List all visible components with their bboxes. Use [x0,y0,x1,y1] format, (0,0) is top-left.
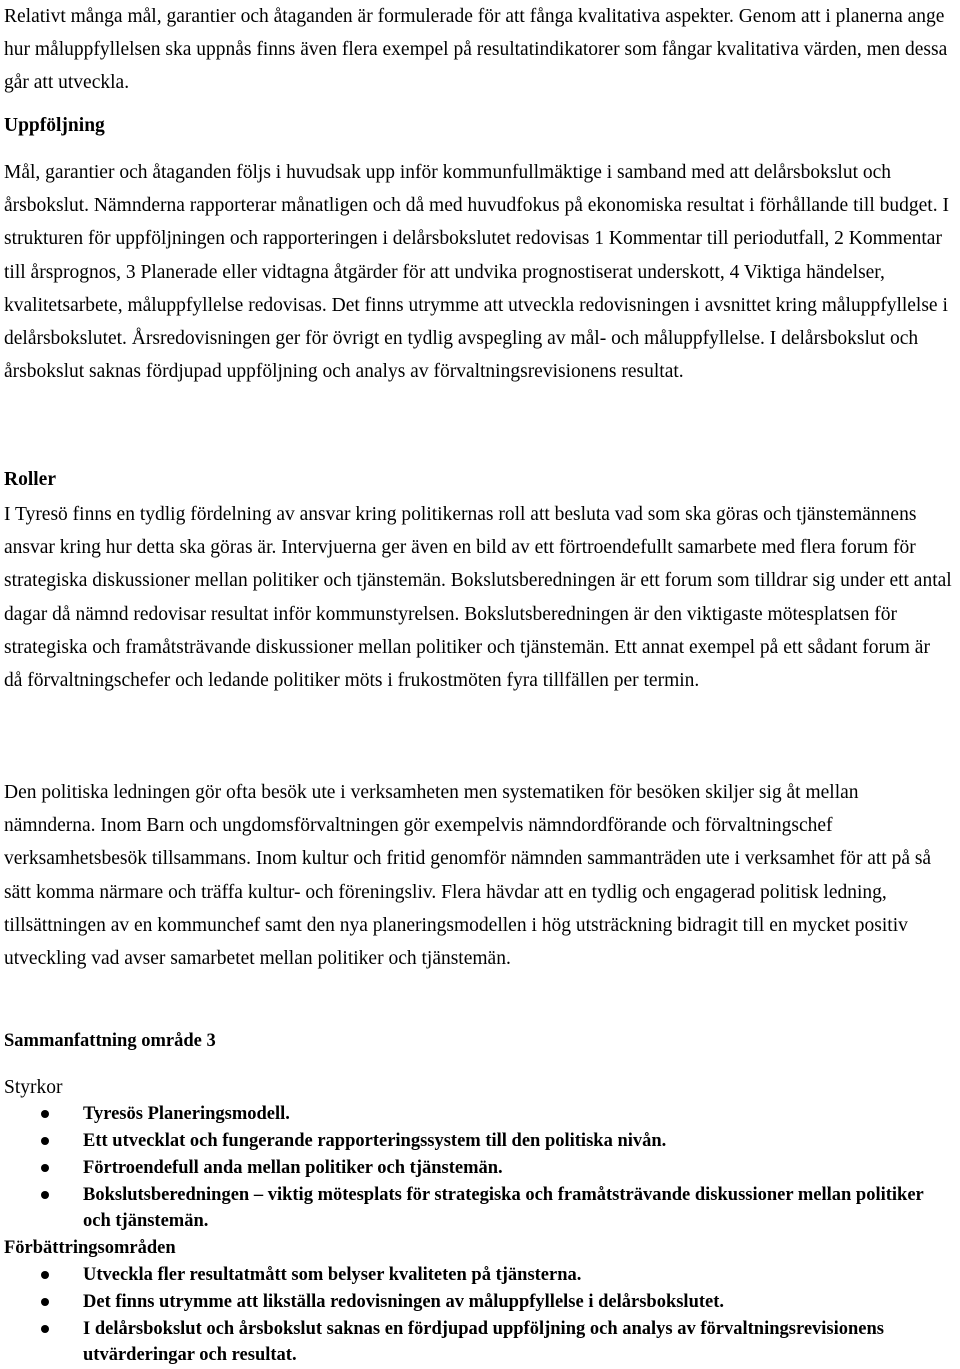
strengths-list [0,1101,950,1235]
bullet-icon [41,1110,49,1118]
uppfoljning-heading: Uppföljning [4,115,105,136]
bullet-icon [41,1164,49,1172]
bullet-icon [41,1271,49,1279]
list-item: Utveckla fler resultatmått som belyser kvaliteten på tjänsterna. [0,1262,950,1288]
bullet-icon [41,1137,49,1145]
roller-heading: Roller [4,469,56,490]
list-item: Förtroendefull anda mellan politiker och tjänstemän. [0,1155,950,1181]
uppfoljning-paragraph: Mål, garantier och åtaganden följs i huvudsak upp inför kommunfullmäktige i samband med att delårsbokslut och årsbokslut. Nämnderna rapporterar månatligen och då med huvudfokus på ekonomiska resultat i förhållande till budget. I strukturen för uppföljningen och rapporteringen i delårsbokslutet redovisas 1 Kommentar till periodutfall, 2 Kommentar till årsprognos, 3 Planerade eller vidtagna åtgärder för att undvika prognostiserat underskott, 4 Viktiga händelser, kvalitetsarbete, måluppfyllelse redovisas. Det finns utrymme att utveckla redovisningen i avsnittet kring måluppfyllelse i delårsbokslutet. Årsredovisningen ger för övrigt en tydlig avspegling av mål- och måluppfyllelse. I delårsbokslut och årsbokslut saknas fördjupad uppföljning och analys av förvaltningsrevisionens resultat. [4,162,949,383]
bullet-icon [41,1298,49,1306]
summary-heading: Sammanfattning område 3 [4,1031,216,1051]
improvements-list [0,1262,950,1369]
list-item: Ett utvecklat och fungerande rapporteringssystem till den politiska nivån. [0,1128,950,1154]
roller-paragraph-2: Den politiska ledningen gör ofta besök ute i verksamheten men systematiken för besöken skiljer sig åt mellan nämnderna. Inom Barn och ungdomsförvaltningen gör exempelvis nämndordförande och förvaltningschef verksamhetsbesök tillsammans. Inom kultur och fritid genomför nämnden sammanträden ute i verksamhet för att på så sätt komma närmare och träffa kultur- och föreningsliv. Flera hävdar att en tydlig och engagerad politisk ledning, tillsättningen av en kommunchef samt den nya planeringsmodellen i hög utsträckning bidragit till en mycket positiv utveckling vad avser samarbetet mellan politiker och tjänstemän. [4,782,932,970]
strengths-heading: Styrkor [4,1077,63,1098]
roller-paragraph-1: I Tyresö finns en tydlig fördelning av ansvar kring politikernas roll att besluta vad som ska göras och tjänstemännens ansvar kring hur detta ska göras är. Intervjuerna ger även en bild av ett förtroendefullt samarbete med flera forum för strategiska diskussioner mellan politiker och tjänstemän. Bokslutsberedningen är ett forum som tilldrar sig under ett antal dagar då nämnd redovisar resultat inför kommunstyrelsen. Bokslutsberedningen är den viktigaste mötesplatsen för strategiska och framåtsträvande diskussioner mellan politiker och tjänstemän. Ett annat exempel på ett sådant forum är då förvaltningschefer och ledande politiker möts i frukostmöten fyra tillfällen per termin. [4,504,952,692]
intro-paragraph: Relativt många mål, garantier och åtaganden är formulerade för att fånga kvalitativa aspekter. Genom att i planerna ange hur måluppfyllelsen ska uppnås finns även flera exempel på resultatindikatorer som fångar kvalitativa värden, men dessa går att utveckla. [4,6,948,94]
list-item: Tyresös Planeringsmodell. [0,1101,950,1127]
list-item: Bokslutsberedningen – viktig mötesplats för strategiska och framåtsträvande diskussioner mellan politiker och tjänstemän. [0,1182,950,1234]
list-item: I delårsbokslut och årsbokslut saknas en fördjupad uppföljning och analys av förvaltningsrevisionens utvärderingar och resultat. [0,1316,950,1368]
bullet-icon [41,1191,49,1199]
bullet-icon [41,1325,49,1333]
improvements-heading: Förbättringsområden [4,1238,176,1258]
list-item: Det finns utrymme att likställa redovisningen av måluppfyllelse i delårsbokslutet. [0,1289,950,1315]
